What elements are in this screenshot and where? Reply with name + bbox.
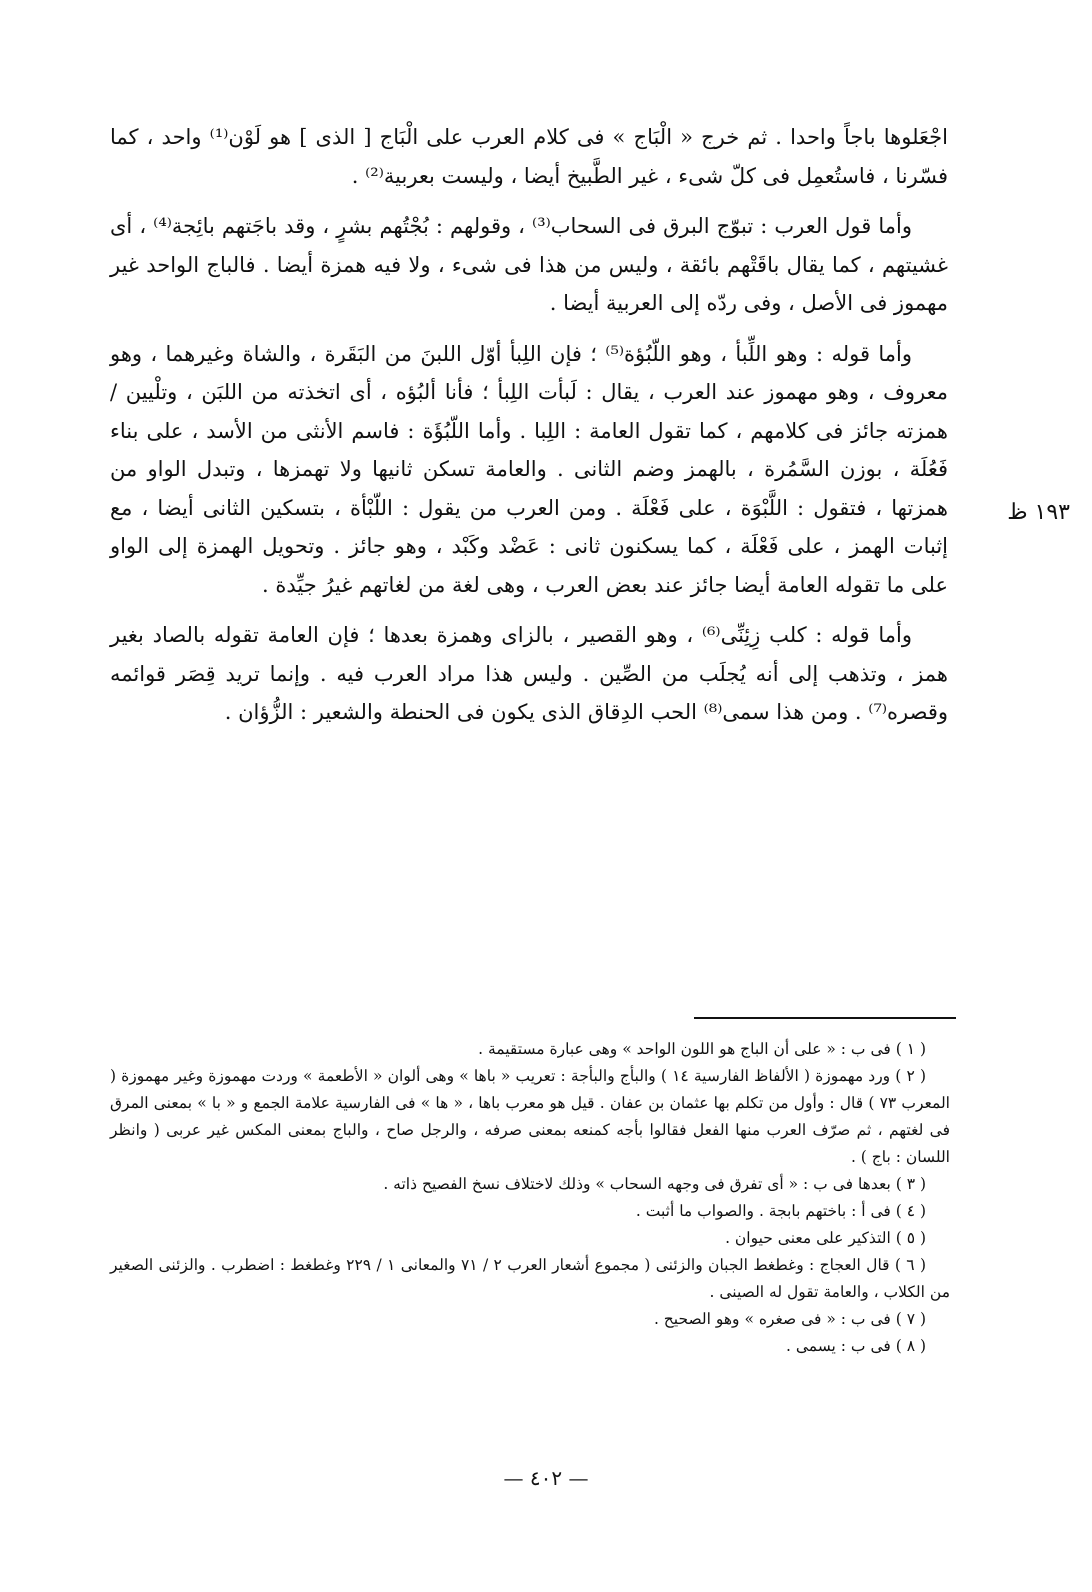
footnote-separator: [694, 1017, 956, 1019]
page-number: — ٤٠٢ —: [503, 1466, 589, 1490]
paragraph-4: وأما قوله : كلب زِئِنِّى⁽⁶⁾ ، وهو القصير ، بالزاى وهمزة بعدها ؛ فإن العامة تقوله بالصاد بغير همز ، وتذهب إلى أنه يُجلَب من الصِّين . وليس هذا مراد العرب فيه . وإنما تريد قِصَر قوائمه وقصره⁽⁷⁾ . ومن هذا سمى⁽⁸⁾ الحب الدِقاق الذى يكون فى الحنطة والشعير : الزُّؤان .: [110, 623, 948, 724]
footnote-5: ( ٥ ) التذكير على معنى حيوان .: [725, 1229, 926, 1247]
paragraph-3: وأما قوله : وهو اللِّبأ ، وهو اللّبُؤة⁽⁵⁾ ؛ فإن اللِبأ أوّل اللبنَ من البَقَرة ، والشاة وغيرهما ، وهو معروف ، وهو مهموز عند العرب ، يقال : لَبأت اللِبأ ؛ فأنا ألبُؤه ، أى اتخذته من اللبَن ، وتلْيين / همزته جائز فى كلامهم ، كما تقول العامة : اللِبا . وأما اللّبُؤَة : فاسم الأنثى من الأسد ، على بناء فَعُلَة ، بوزن السَّمُرة ، بالهمز وضم الثانى . والعامة تسكن ثانيها ولا تهمزها ، وتبدل الواو من همزتها ، فتقول : اللَّبْوَة ، على فَعْلَة . ومن العرب من يقول : اللّبْأة ، بتسكين الثانى أيضا ، مع إثبات الهمز ، على فَعْلَة ، كما يسكنون ثانى : عَضْد وكَبْد ، وهو جائز . وتحويل الهمزة إلى الواو على ما تقوله العامة أيضا جائز عند بعض العرب ، وهى لغة من لغاتهم غيرُ جيِّدة .: [110, 341, 948, 597]
footnote-4: ( ٤ ) فى أ : باختهم بابجة . والصواب ما أثبت .: [635, 1202, 926, 1220]
footnote-1: ( ١ ) فى ب : « على أن الباج هو اللون الواحد » وهى عبارة مستقيمة .: [478, 1040, 926, 1058]
footnotes: [110, 1036, 950, 1360]
main-text: [110, 118, 948, 744]
paragraph-2: وأما قول العرب : تبوّج البرق فى السحاب⁽³⁾ ، وقولهم : بُجْتُهم بشرٍ ، وقد باجَتهم بائِجة⁽⁴⁾ ، أى غشيتهم ، كما يقال باقَتْهم بائقة ، وليس من هذا فى شىء ، ولا فيه همزة أيضا . فالباج الواحد غير مهموز فى الأصل ، وفى ردّه إلى العربية أيضا .: [110, 214, 948, 315]
folio-margin-note: ١٩٣ ظ: [1007, 500, 1070, 525]
footnote-8: ( ٨ ) فى ب : يسمى .: [785, 1337, 926, 1355]
footnote-3: ( ٣ ) بعدها فى ب : « أى تفرق فى وجهه السحاب » وذلك لاختلاف نسخ الفصيح ذاته .: [383, 1175, 926, 1193]
paragraph-1: اجْعَلوها باجاً واحدا . ثم خرج « الْبَاج » فى كلام العرب على الْبَاج [ الذى ] هو لَوْن⁽¹⁾ واحد ، كما فسّرنا ، فاستُعمِل فى كلّ شىء ، غير الطَّبيخ أيضا ، وليست بعربية⁽²⁾ .: [110, 125, 948, 188]
footnote-2: ( ٢ ) ورد مهموزة ( الألفاظ الفارسية ١٤ ) والبأج والبأجة : تعريب « باها » وهى ألوان « الأطعمة » وردت مهموزة وغير مهموزة ( المعرب ٧٣ ) قال : وأول من تكلم بها عثمان بن عفان . قيل هو معرب باها ، « ها » فى الفارسية علامة الجمع و « با » بمعنى المرق فى لغتهم ، ثم صرّف العرب منها الفعل فقالوا بأجه كمنعه بمعنى صرفه ، والرجل صاح ، والباج بمعنى المكس غير عربى ( وانظر اللسان : باج ) .: [110, 1067, 950, 1166]
footnote-7: ( ٧ ) فى ب : « فى صغره » وهو الصحيح .: [653, 1310, 926, 1328]
footnote-6: ( ٦ ) قال العجاج : وغطغط الجبان والزئنى ( مجموع أشعار العرب ٢ / ٧١ والمعانى ١ / ٢٢٩ وغطغط : اضطرب . والزئنى الصغير من الكلاب ، والعامة تقول له الصينى .: [110, 1256, 950, 1301]
